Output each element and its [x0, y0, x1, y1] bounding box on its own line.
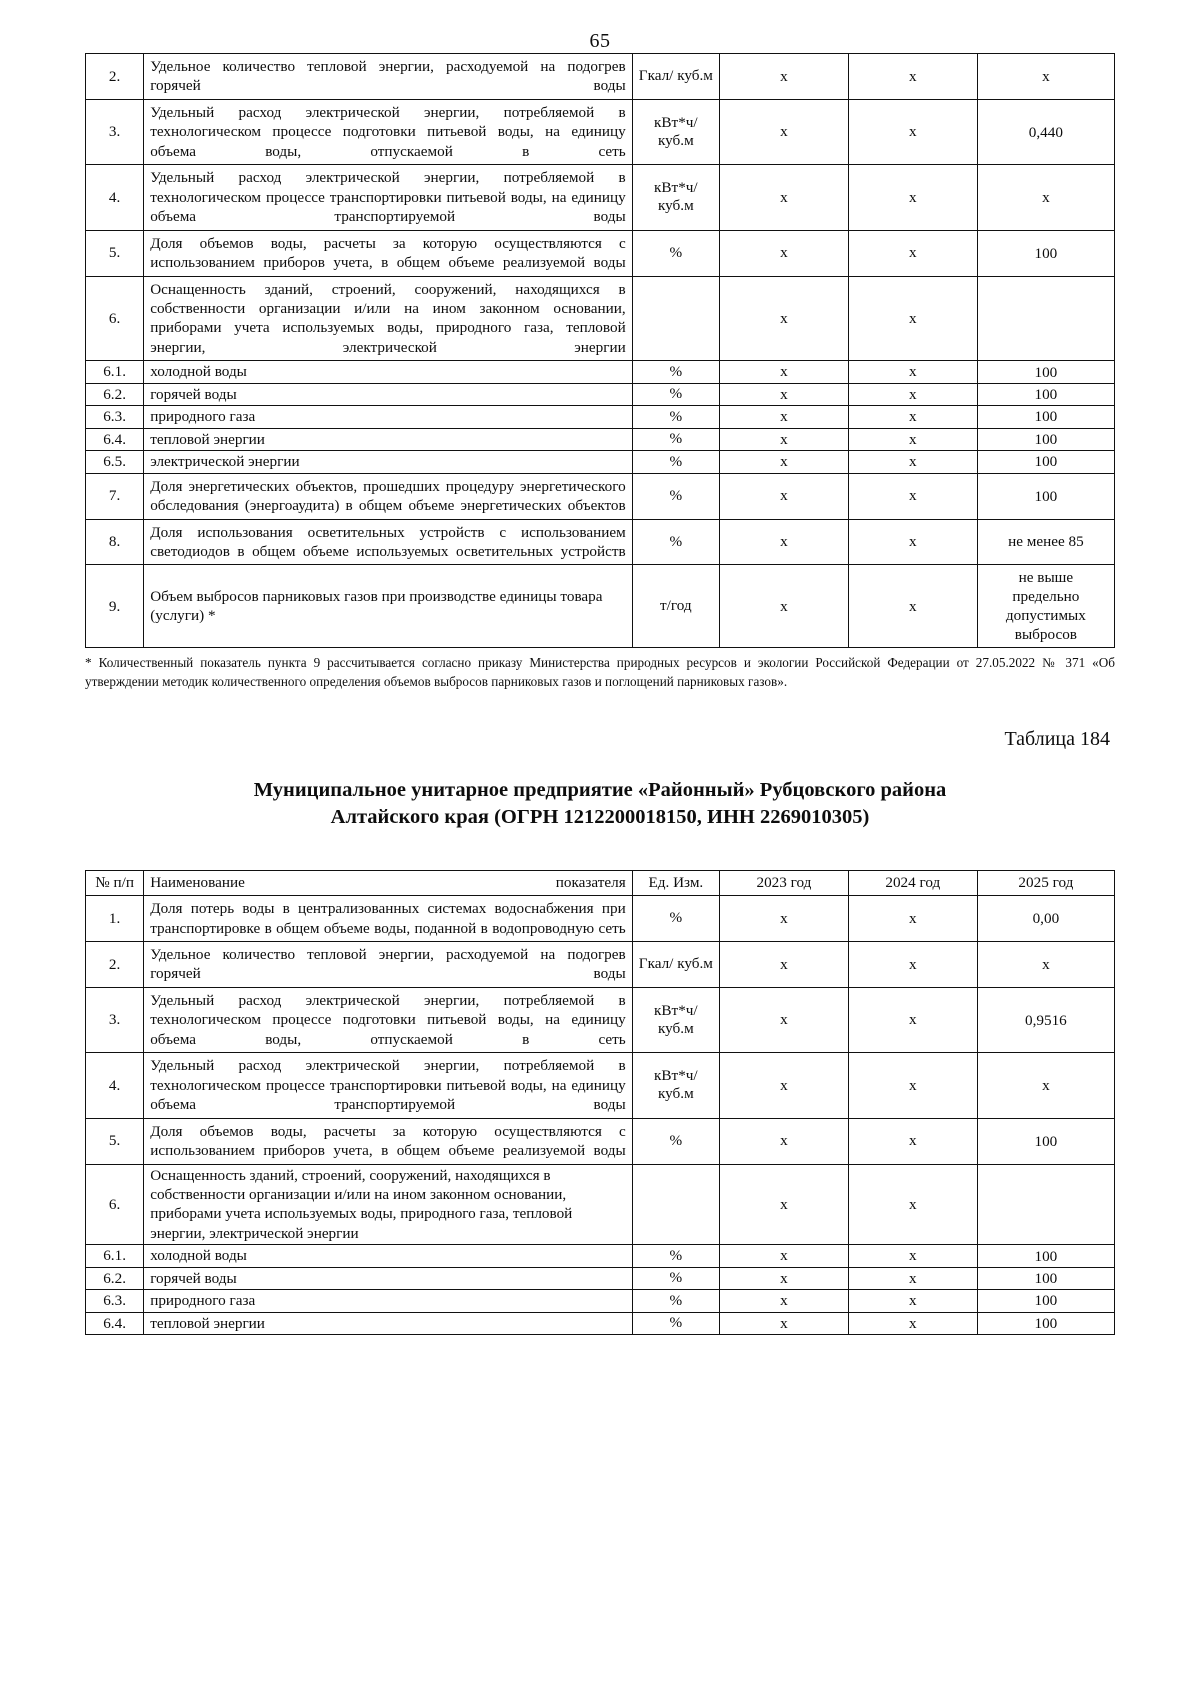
column-header-2023: 2023 год [720, 870, 849, 895]
row-number: 3. [86, 987, 144, 1052]
page-number: 65 [589, 30, 611, 52]
row-number: 6.5. [86, 451, 144, 473]
row-value-2023: x [720, 519, 849, 565]
row-value-2025: 100 [977, 361, 1114, 383]
row-value-2023: x [720, 1164, 849, 1245]
row-value-2025 [977, 276, 1114, 361]
row-number: 6.4. [86, 428, 144, 450]
row-value-2023: x [720, 99, 849, 164]
row-number: 5. [86, 230, 144, 276]
row-value-2025: 100 [977, 230, 1114, 276]
row-value-2024: x [848, 1267, 977, 1289]
row-number: 6.2. [86, 383, 144, 405]
row-value-2025: не менее 85 [977, 519, 1114, 565]
row-value-2024: x [848, 1053, 977, 1118]
footnote: * Количественный показатель пункта 9 рассчитывается согласно приказу Министерства природных ресурсов и экологии Российской Федерации от 27.05.2022 № 371 «Об утверждении методик количественного определения объемов выбросов парниковых газов и поглощений парниковых газов». [85, 655, 1115, 690]
table-row [86, 165, 1115, 230]
row-number: 3. [86, 99, 144, 164]
table-row [86, 406, 1115, 428]
row-indicator-name: тепловой энергии [144, 428, 633, 450]
row-indicator-name: горячей воды [144, 1267, 633, 1289]
row-value-2025: 100 [977, 1267, 1114, 1289]
row-value-2023: x [720, 1290, 849, 1312]
table-row [86, 565, 1115, 648]
row-value-2024: x [848, 1312, 977, 1334]
row-value-2025: x [977, 941, 1114, 987]
row-value-2025: 100 [977, 451, 1114, 473]
table-row [86, 1312, 1115, 1334]
row-value-2024: x [848, 519, 977, 565]
row-value-2024: x [848, 987, 977, 1052]
table-row [86, 1164, 1115, 1245]
row-number: 6. [86, 1164, 144, 1245]
row-value-2025: 100 [977, 428, 1114, 450]
row-indicator-name: Доля энергетических объектов, прошедших процедуру энергетического обследования (энергоаудита) в общем объеме энергетических объектов [144, 473, 633, 519]
row-number: 8. [86, 519, 144, 565]
table-row [86, 987, 1115, 1052]
table-row [86, 896, 1115, 942]
row-number: 6.1. [86, 361, 144, 383]
row-value-2023: x [720, 406, 849, 428]
row-value-2024: x [848, 99, 977, 164]
table2-body [86, 896, 1115, 1335]
row-value-2023: x [720, 54, 849, 100]
row-unit: Гкал/ куб.м [632, 941, 719, 987]
column-header-unit: Ед. Изм. [632, 870, 719, 895]
column-header-number: № п/п [86, 870, 144, 895]
row-value-2023: x [720, 1245, 849, 1267]
row-value-2024: x [848, 451, 977, 473]
table-row [86, 383, 1115, 405]
row-unit: кВт*ч/ куб.м [632, 1053, 719, 1118]
row-unit: кВт*ч/ куб.м [632, 987, 719, 1052]
row-value-2025: 0,9516 [977, 987, 1114, 1052]
table-row [86, 473, 1115, 519]
row-unit: т/год [632, 565, 719, 648]
row-indicator-name: природного газа [144, 406, 633, 428]
row-indicator-name: тепловой энергии [144, 1312, 633, 1334]
row-indicator-name: Объем выбросов парниковых газов при производстве единицы товара (услуги) * [144, 565, 633, 648]
row-value-2025: 100 [977, 383, 1114, 405]
row-value-2023: x [720, 1053, 849, 1118]
row-number: 5. [86, 1118, 144, 1164]
row-value-2024: x [848, 565, 977, 648]
row-value-2025: x [977, 54, 1114, 100]
table-row [86, 361, 1115, 383]
row-indicator-name: электрической энергии [144, 451, 633, 473]
table-row [86, 1053, 1115, 1118]
row-value-2024: x [848, 1290, 977, 1312]
row-value-2023: x [720, 987, 849, 1052]
row-value-2025: 100 [977, 1118, 1114, 1164]
row-unit: % [632, 383, 719, 405]
row-number: 4. [86, 1053, 144, 1118]
row-indicator-name: Доля объемов воды, расчеты за которую осуществляются с использованием приборов учета, в общем объеме реализуемой воды [144, 230, 633, 276]
table-row [86, 1118, 1115, 1164]
row-value-2025: 100 [977, 406, 1114, 428]
table-caption: Таблица 184 [1004, 727, 1110, 750]
row-unit: % [632, 1118, 719, 1164]
row-value-2024: x [848, 276, 977, 361]
table-row [86, 451, 1115, 473]
row-value-2025: 100 [977, 1245, 1114, 1267]
indicators-table-continued [85, 53, 1115, 648]
row-value-2023: x [720, 473, 849, 519]
row-indicator-name: Оснащенность зданий, строений, сооружений, находящихся в собственности организации и/или на ином законном основании, приборами учета используемых воды, природного газа, тепловой энергии, электрической энергии [144, 276, 633, 361]
row-value-2023: x [720, 565, 849, 648]
row-number: 9. [86, 565, 144, 648]
indicators-table-184 [85, 870, 1115, 1335]
row-value-2023: x [720, 1312, 849, 1334]
table-row [86, 276, 1115, 361]
row-value-2024: x [848, 165, 977, 230]
row-indicator-name: Удельное количество тепловой энергии, расходуемой на подогрев горячей воды [144, 54, 633, 100]
row-value-2024: x [848, 406, 977, 428]
row-indicator-name: Доля объемов воды, расчеты за которую осуществляются с использованием приборов учета, в общем объеме реализуемой воды [144, 1118, 633, 1164]
row-unit: Гкал/ куб.м [632, 54, 719, 100]
row-unit: кВт*ч/ куб.м [632, 165, 719, 230]
row-unit [632, 276, 719, 361]
row-value-2025: 100 [977, 473, 1114, 519]
table2-header [86, 870, 1115, 895]
column-header-2024: 2024 год [848, 870, 977, 895]
row-value-2023: x [720, 383, 849, 405]
row-value-2025: x [977, 1053, 1114, 1118]
table1-body [86, 54, 1115, 648]
row-unit [632, 1164, 719, 1245]
table-row [86, 1245, 1115, 1267]
row-indicator-name: Удельный расход электрической энергии, потребляемой в технологическом процессе подготовки питьевой воды, на единицу объема воды, отпускаемой в сеть [144, 99, 633, 164]
row-number: 1. [86, 896, 144, 942]
row-indicator-name: Доля потерь воды в централизованных системах водоснабжения при транспортировке в общем объеме воды, поданной в водопроводную сеть [144, 896, 633, 942]
column-header-2025: 2025 год [977, 870, 1114, 895]
row-value-2023: x [720, 361, 849, 383]
row-value-2025: не выше предельно допустимых выбросов [977, 565, 1114, 648]
row-indicator-name: Удельный расход электрической энергии, потребляемой в технологическом процессе транспортировки питьевой воды, на единицу объема транспортируемой воды [144, 1053, 633, 1118]
row-value-2024: x [848, 230, 977, 276]
row-value-2024: x [848, 941, 977, 987]
row-value-2025: 0,440 [977, 99, 1114, 164]
row-value-2023: x [720, 896, 849, 942]
organisation-heading-line1: Муниципальное унитарное предприятие «Районный» Рубцовского района [253, 778, 947, 801]
row-indicator-name: Удельное количество тепловой энергии, расходуемой на подогрев горячей воды [144, 941, 633, 987]
row-number: 2. [86, 941, 144, 987]
row-indicator-name: Доля использования осветительных устройств с использованием светодиодов в общем объеме используемых осветительных устройств [144, 519, 633, 565]
organisation-heading [130, 777, 1070, 832]
row-value-2024: x [848, 1245, 977, 1267]
table-row [86, 428, 1115, 450]
row-value-2023: x [720, 428, 849, 450]
table-row [86, 230, 1115, 276]
spacer [0, 832, 1200, 870]
row-number: 7. [86, 473, 144, 519]
row-unit: % [632, 361, 719, 383]
row-number: 6.1. [86, 1245, 144, 1267]
row-value-2024: x [848, 1118, 977, 1164]
row-number: 6.3. [86, 1290, 144, 1312]
row-number: 6.2. [86, 1267, 144, 1289]
row-value-2024: x [848, 1164, 977, 1245]
row-unit: % [632, 1245, 719, 1267]
row-value-2024: x [848, 383, 977, 405]
row-value-2023: x [720, 451, 849, 473]
table-row [86, 519, 1115, 565]
row-indicator-name: холодной воды [144, 1245, 633, 1267]
table-row [86, 941, 1115, 987]
row-unit: % [632, 1290, 719, 1312]
row-indicator-name: природного газа [144, 1290, 633, 1312]
row-value-2025: 0,00 [977, 896, 1114, 942]
row-value-2023: x [720, 941, 849, 987]
row-number: 4. [86, 165, 144, 230]
row-unit: % [632, 1312, 719, 1334]
row-value-2025: 100 [977, 1290, 1114, 1312]
row-number: 2. [86, 54, 144, 100]
row-value-2024: x [848, 361, 977, 383]
table-row [86, 1267, 1115, 1289]
column-header-name: Наименование показателя [144, 870, 633, 895]
row-value-2023: x [720, 165, 849, 230]
row-value-2023: x [720, 1118, 849, 1164]
table-row [86, 54, 1115, 100]
row-unit: % [632, 1267, 719, 1289]
row-value-2023: x [720, 1267, 849, 1289]
row-value-2024: x [848, 473, 977, 519]
organisation-heading-line2: Алтайского края (ОГРН 1212200018150, ИНН 2269010305) [330, 806, 870, 829]
row-indicator-name: Удельный расход электрической энергии, потребляемой в технологическом процессе подготовки питьевой воды, на единицу объема воды, отпускаемой в сеть [144, 987, 633, 1052]
row-unit: % [632, 451, 719, 473]
row-indicator-name: Удельный расход электрической энергии, потребляемой в технологическом процессе транспортировки питьевой воды, на единицу объема транспортируемой воды [144, 165, 633, 230]
table-row [86, 1290, 1115, 1312]
row-indicator-name: горячей воды [144, 383, 633, 405]
row-unit: % [632, 519, 719, 565]
table-header-row [86, 870, 1115, 895]
row-number: 6.4. [86, 1312, 144, 1334]
row-indicator-name: холодной воды [144, 361, 633, 383]
row-indicator-name: Оснащенность зданий, строений, сооружений, находящихся в собственности организации и/или на ином законном основании, приборами учета используемых воды, природного газа, тепловой энергии, электрической энергии [144, 1164, 633, 1245]
row-value-2025: 100 [977, 1312, 1114, 1334]
row-value-2023: x [720, 230, 849, 276]
row-number: 6.3. [86, 406, 144, 428]
row-unit: % [632, 896, 719, 942]
row-value-2024: x [848, 896, 977, 942]
row-value-2023: x [720, 276, 849, 361]
row-unit: % [632, 230, 719, 276]
row-value-2024: x [848, 428, 977, 450]
row-unit: кВт*ч/ куб.м [632, 99, 719, 164]
table-row [86, 99, 1115, 164]
row-unit: % [632, 428, 719, 450]
row-unit: % [632, 406, 719, 428]
row-value-2025: x [977, 165, 1114, 230]
row-unit: % [632, 473, 719, 519]
row-value-2024: x [848, 54, 977, 100]
row-number: 6. [86, 276, 144, 361]
row-value-2025 [977, 1164, 1114, 1245]
